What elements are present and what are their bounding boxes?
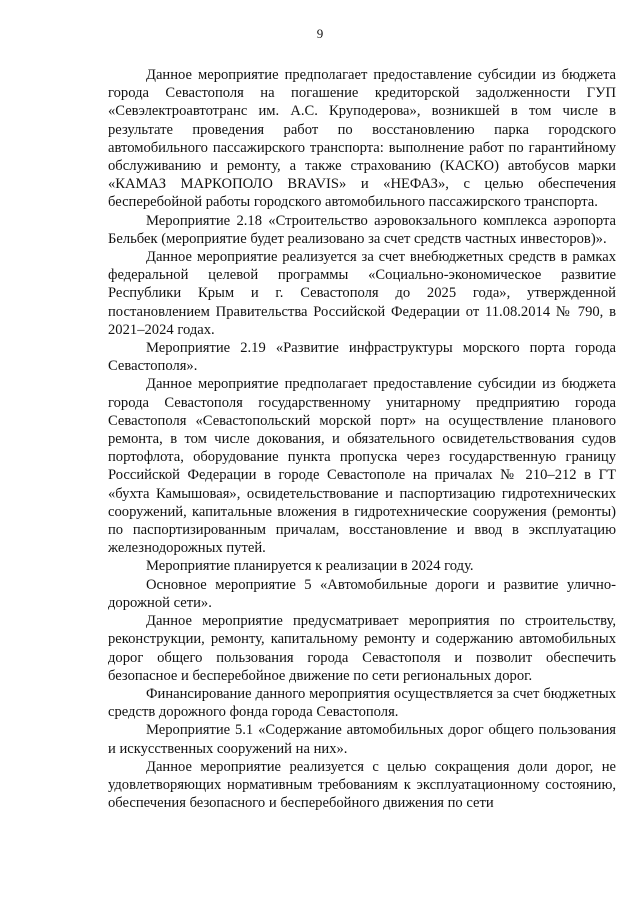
paragraph-subsidy-sea-port: Данное мероприятие предполагает предоставление субсидии из бюджета города Севастополя государственному унитарному предприятию города Севастополя «Севастопольский морской порт» на осуществление планового ремонта, в том числе докования, и обязательного освидетельствования судов портофлота, оборудование пункта пропуска через государственную границу Российской Федерации в городе Севастополе на причалах № 210–212 в ГТ «бухта Камышовая», освидетельствование и паспортизацию гидротехнических сооружений, капитальные вложения в гидротехнические сооружения (ремонты) по паспортизированным причалам, восстановление и ввод в эксплуатацию железнодорожных путей.: [108, 376, 616, 557]
paragraph-road-construction: Данное мероприятие предусматривает мероприятия по строительству, реконструкции, ремонту, капитальному ремонту и содержанию автомобильных дорог общего пользования города Севастополя и позволит обеспечить безопасное и бесперебойное движение по сети региональных дорог.: [108, 613, 616, 684]
paragraph-measure-2-18: Мероприятие 2.18 «Строительство аэровокзального комплекса аэропорта Бельбек (мероприятие будет реализовано за счет средств частных инвесторов)».: [108, 212, 616, 247]
paragraph-measure-5-1: Мероприятие 5.1 «Содержание автомобильных дорог общего пользования и искусственных сооружений на них».: [108, 722, 616, 757]
paragraph-extrabudgetary-funding: Данное мероприятие реализуется за счет внебюджетных средств в рамках федеральной целевой программы «Социально-экономическое развитие Республики Крым и г. Севастополя до 2025 года», утвержденной постановлением Правительства Российской Федерации от 11.08.2014 № 790, в 2021–2024 годах.: [108, 249, 616, 338]
page-number: 9: [316, 26, 324, 41]
paragraph-main-measure-5: Основное мероприятие 5 «Автомобильные дороги и развитие улично-дорожной сети».: [108, 576, 616, 611]
document-body: [108, 66, 616, 812]
paragraph-road-fund-financing: Финансирование данного мероприятия осуществляется за счет бюджетных средств дорожного фонда города Севастополя.: [108, 685, 616, 721]
paragraph-road-share-reduction: Данное мероприятие реализуется с целью сокращения доли дорог, не удовлетворяющих нормативным требованиям к эксплуатационному состоянию, обеспечения безопасного и бесперебойного движения по сети: [108, 758, 616, 812]
paragraph-planned-2024: Мероприятие планируется к реализации в 2024 году.: [146, 558, 474, 575]
paragraph-measure-2-19: Мероприятие 2.19 «Развитие инфраструктуры морского порта города Севастополя».: [108, 340, 616, 375]
paragraph-subsidy-sevelectroavtotrans: Данное мероприятие предполагает предоставление субсидии из бюджета города Севастополя на погашение кредиторской задолженности ГУП «Севэлектроавтотранс им. А.С. Круподерова», возникшей в том числе в результате проведения работ по восстановлению парка городского автомобильного пассажирского транспорта: выполнение работ по гарантийному обслуживанию и ремонту, а также страхованию (КАСКО) автобусов марки «КАМАЗ МАРКОПОЛО BRAVIS» и «НЕФАЗ», с целью обеспечения бесперебойной работы городского автомобильного пассажирского транспорта.: [108, 67, 616, 211]
